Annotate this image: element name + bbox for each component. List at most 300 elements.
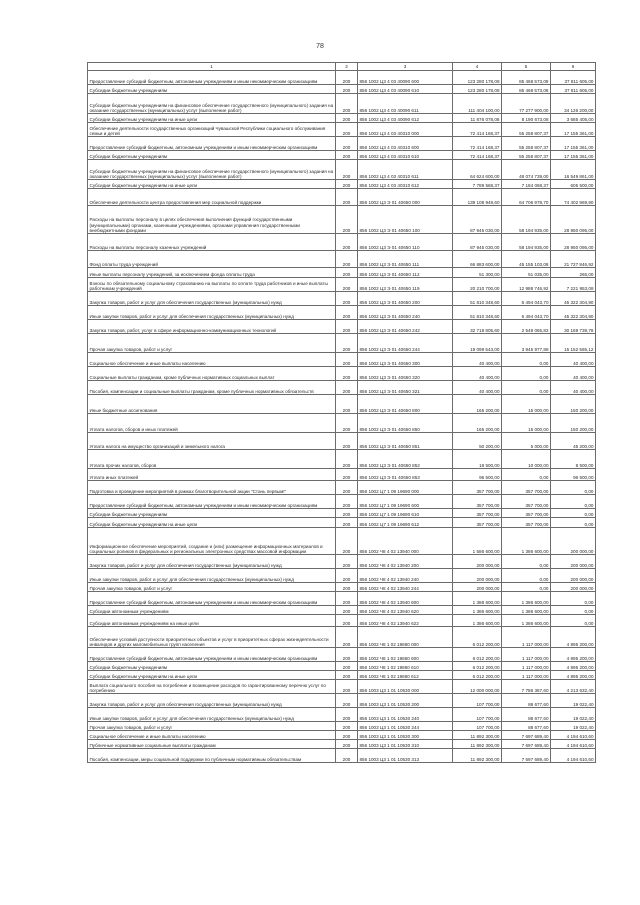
budget-classification-code-cell: 856 1002 Ц3 Э 01 40650 244 [358, 334, 453, 353]
approved-amount-cell: 200 000,00 [453, 583, 502, 592]
expense-name-cell: Субсидии бюджетным учреждениям [88, 662, 336, 671]
budget-classification-code-cell: 856 1002 Ц3 4 03 40090 610 [358, 85, 453, 94]
budget-classification-code-cell: 856 1002 Ц3 Э 01 40650 850 [358, 414, 453, 433]
table-row [88, 160, 596, 180]
executed-amount-cell: 357 700,00 [502, 518, 551, 528]
expense-name-cell: Субсидии автономным учреждениям [88, 606, 336, 615]
line-code-cell: 200 [336, 189, 358, 206]
budget-classification-code-cell: 856 1002 Ч8 1 02 19860 600 [358, 648, 453, 662]
executed-amount-cell: 7 184 068,37 [502, 180, 551, 189]
line-code-cell: 200 [336, 509, 358, 518]
unexecuted-amount-cell: 40 400,00 [551, 353, 596, 367]
expense-name-cell: Предоставление субсидий бюджетным, автономным учреждениям и иным некоммерческим организациям [88, 495, 336, 509]
table-row [88, 367, 596, 381]
unexecuted-amount-cell: 45 322 304,90 [551, 306, 596, 320]
executed-amount-cell: 64 706 978,70 [502, 189, 551, 206]
table-row [88, 509, 596, 518]
unexecuted-amount-cell: 19 022,40 [551, 708, 596, 722]
table-row [88, 569, 596, 583]
executed-amount-cell: 1 117 000,00 [502, 627, 551, 648]
budget-classification-code-cell: 856 1002 Ц7 1 09 19690 612 [358, 518, 453, 528]
executed-amount-cell: 7 697 689,40 [502, 731, 551, 740]
unexecuted-amount-cell: 45 200,00 [551, 433, 596, 450]
unexecuted-amount-cell: 265,00 [551, 268, 596, 278]
unexecuted-amount-cell: 40 400,00 [551, 367, 596, 381]
table-row [88, 71, 596, 85]
approved-amount-cell: 7 789 568,37 [453, 180, 502, 189]
budget-classification-code-cell: 856 1002 Ч8 4 02 13940 240 [358, 569, 453, 583]
line-code-cell: 200 [336, 114, 358, 123]
table-row [88, 381, 596, 395]
line-code-cell: 200 [336, 292, 358, 306]
executed-amount-cell: 0,00 [502, 353, 551, 367]
approved-amount-cell: 107 700,00 [453, 708, 502, 722]
line-code-cell: 200 [336, 334, 358, 353]
budget-classification-code-cell: 856 1003 Ц3 1 01 10530 313 [358, 749, 453, 763]
budget-classification-code-cell: 856 1002 Ч8 4 02 13940 200 [358, 555, 453, 569]
expense-name-cell: Уплата налога на имущество организаций и земельного налога [88, 433, 336, 450]
approved-amount-cell: 6 012 200,00 [453, 648, 502, 662]
executed-amount-cell: 1 117 000,00 [502, 648, 551, 662]
budget-classification-code-cell: 856 1002 Ц3 4 03 40310 612 [358, 180, 453, 189]
expense-name-cell: Прочая закупка товаров, работ и услуг [88, 334, 336, 353]
executed-amount-cell: 88 677,60 [502, 722, 551, 731]
table-row [88, 555, 596, 569]
unexecuted-amount-cell: 45 322 304,90 [551, 292, 596, 306]
expense-name-cell: Закупка товаров, работ и услуг для обеспечения государственных (муниципальных) нужд [88, 292, 336, 306]
executed-amount-cell: 55 258 807,37 [502, 123, 551, 137]
expense-name-cell: Предоставление субсидий бюджетным, автономным учреждениям и иным некоммерческим организациям [88, 137, 336, 151]
approved-amount-cell: 357 700,00 [453, 481, 502, 495]
unexecuted-amount-cell: 0,00 [551, 592, 596, 606]
approved-amount-cell: 200 000,00 [453, 555, 502, 569]
line-code-cell: 200 [336, 694, 358, 708]
unexecuted-amount-cell: 0,00 [551, 615, 596, 627]
budget-classification-code-cell: 856 1003 Ц3 1 01 10530 310 [358, 740, 453, 749]
unexecuted-amount-cell: 4 194 610,60 [551, 731, 596, 740]
unexecuted-amount-cell: 4 895 200,00 [551, 627, 596, 648]
line-code-cell: 200 [336, 180, 358, 189]
expense-name-cell: Субсидии бюджетным учреждениям на иные цели [88, 518, 336, 528]
table-body [88, 71, 596, 763]
budget-classification-code-cell: 856 1002 Ц3 Э 01 40650 100 [358, 206, 453, 234]
unexecuted-amount-cell: 17 155 361,00 [551, 151, 596, 160]
unexecuted-amount-cell: 200 000,00 [551, 555, 596, 569]
line-code-cell: 200 [336, 85, 358, 94]
unexecuted-amount-cell: 4 895 200,00 [551, 671, 596, 680]
budget-classification-code-cell: 856 1002 Ц3 4 03 40310 610 [358, 151, 453, 160]
expense-name-cell: Субсидии бюджетным учреждениям [88, 509, 336, 518]
table-row [88, 450, 596, 469]
table-row [88, 206, 596, 234]
line-code-cell: 200 [336, 367, 358, 381]
unexecuted-amount-cell: 3 685 405,00 [551, 114, 596, 123]
line-code-cell: 200 [336, 234, 358, 251]
unexecuted-amount-cell: 28 950 095,00 [551, 206, 596, 234]
line-code-cell: 200 [336, 268, 358, 278]
table-row [88, 85, 596, 94]
expense-name-cell: Прочая закупка товаров, работ и услуг [88, 583, 336, 592]
table-row [88, 353, 596, 367]
budget-classification-code-cell: 856 1002 Ц3 Э 01 40650 321 [358, 381, 453, 395]
approved-amount-cell: 51 810 348,60 [453, 292, 502, 306]
budget-classification-code-cell: 856 1002 Ч8 4 02 13940 622 [358, 615, 453, 627]
column-header: 4 [453, 63, 502, 71]
line-code-cell: 200 [336, 251, 358, 268]
budget-classification-code-cell: 856 1002 Ч8 4 02 13940 000 [358, 528, 453, 555]
line-code-cell: 200 [336, 731, 358, 740]
expense-name-cell: Предоставление субсидий бюджетным, автономным учреждениям и иным некоммерческим организациям [88, 648, 336, 662]
approved-amount-cell: 1 386 600,00 [453, 615, 502, 627]
approved-amount-cell: 11 892 300,00 [453, 749, 502, 763]
approved-amount-cell: 6 012 200,00 [453, 662, 502, 671]
approved-amount-cell: 64 624 600,00 [453, 160, 502, 180]
expense-name-cell: Уплата иных платежей [88, 469, 336, 481]
unexecuted-amount-cell: 0,00 [551, 495, 596, 509]
expense-name-cell: Обеспечение деятельности центра предоставления мер социальной поддержки [88, 189, 336, 206]
line-code-cell: 200 [336, 151, 358, 160]
expense-name-cell: Иные выплаты персоналу учреждений, за исключением фонда оплаты труда [88, 268, 336, 278]
unexecuted-amount-cell: 37 811 605,00 [551, 71, 596, 85]
expense-name-cell: Обеспечение деятельности государственных организаций Чувашской Республики социального обслуживания семьи и детей [88, 123, 336, 137]
column-header: 5 [502, 63, 551, 71]
table-row [88, 234, 596, 251]
unexecuted-amount-cell: 34 126 200,00 [551, 94, 596, 114]
table-row [88, 320, 596, 334]
budget-classification-code-cell: 856 1002 Ц3 Э 01 40650 800 [358, 395, 453, 414]
page-number: 78 [316, 43, 324, 50]
line-code-cell: 200 [336, 749, 358, 763]
expense-name-cell: Иные закупки товаров, работ и услуг для обеспечения государственных (муниципальных) нужд [88, 306, 336, 320]
executed-amount-cell: 45 155 103,08 [502, 251, 551, 268]
expense-name-cell: Закупка товаров, работ и услуг для обеспечения государственных (муниципальных) нужд [88, 555, 336, 569]
table-row [88, 694, 596, 708]
table-row [88, 414, 596, 433]
approved-amount-cell: 72 414 168,37 [453, 151, 502, 160]
executed-amount-cell: 5 000,00 [502, 433, 551, 450]
line-code-cell: 200 [336, 606, 358, 615]
executed-amount-cell: 55 258 807,37 [502, 151, 551, 160]
executed-amount-cell: 58 194 935,00 [502, 234, 551, 251]
expense-name-cell: Субсидии бюджетным учреждениям на иные цели [88, 114, 336, 123]
executed-amount-cell: 7 697 689,40 [502, 740, 551, 749]
budget-classification-code-cell: 856 1003 Ц3 1 01 10530 244 [358, 722, 453, 731]
table-row [88, 615, 596, 627]
approved-amount-cell: 139 108 948,60 [453, 189, 502, 206]
line-code-cell: 200 [336, 160, 358, 180]
approved-amount-cell: 40 400,00 [453, 353, 502, 367]
unexecuted-amount-cell: 200 000,00 [551, 583, 596, 592]
table-row [88, 583, 596, 592]
approved-amount-cell: 72 414 168,37 [453, 137, 502, 151]
table-row [88, 749, 596, 763]
line-code-cell: 200 [336, 469, 358, 481]
line-code-cell: 200 [336, 648, 358, 662]
executed-amount-cell: 1 386 600,00 [502, 592, 551, 606]
expense-name-cell: Социальное обеспечение и иные выплаты населению [88, 731, 336, 740]
line-code-cell: 200 [336, 481, 358, 495]
expense-name-cell: Расходы на выплаты персоналу казенных учреждений [88, 234, 336, 251]
table-row [88, 648, 596, 662]
table-row [88, 268, 596, 278]
expense-name-cell: Фонд оплаты труда учреждений [88, 251, 336, 268]
executed-amount-cell: 6 494 043,70 [502, 306, 551, 320]
executed-amount-cell: 88 677,60 [502, 708, 551, 722]
expense-name-cell: Субсидии бюджетным учреждениям на иные цели [88, 180, 336, 189]
budget-classification-code-cell: 856 1002 Ц7 1 09 19690 000 [358, 481, 453, 495]
unexecuted-amount-cell: 200 000,00 [551, 528, 596, 555]
line-code-cell: 200 [336, 592, 358, 606]
column-header: 2 [336, 63, 358, 71]
executed-amount-cell: 0,00 [502, 381, 551, 395]
line-code-cell: 200 [336, 555, 358, 569]
approved-amount-cell: 87 945 030,00 [453, 206, 502, 234]
approved-amount-cell: 123 280 178,08 [453, 85, 502, 94]
unexecuted-amount-cell: 17 155 361,00 [551, 123, 596, 137]
line-code-cell: 200 [336, 495, 358, 509]
approved-amount-cell: 87 945 030,00 [453, 234, 502, 251]
unexecuted-amount-cell: 21 727 846,92 [551, 251, 596, 268]
approved-amount-cell: 200 000,00 [453, 569, 502, 583]
unexecuted-amount-cell: 150 200,00 [551, 395, 596, 414]
table-row [88, 334, 596, 353]
table-row [88, 306, 596, 320]
executed-amount-cell: 55 258 807,37 [502, 137, 551, 151]
table-row [88, 137, 596, 151]
column-header: 3 [358, 63, 453, 71]
approved-amount-cell: 51 810 348,60 [453, 306, 502, 320]
unexecuted-amount-cell: 0,00 [551, 481, 596, 495]
budget-classification-code-cell: 856 1003 Ц3 1 01 10530 200 [358, 694, 453, 708]
unexecuted-amount-cell: 96 500,00 [551, 469, 596, 481]
budget-classification-code-cell: 856 1002 Ц3 4 03 40090 612 [358, 114, 453, 123]
executed-amount-cell: 7 697 689,40 [502, 749, 551, 763]
executed-amount-cell: 10 000,00 [502, 450, 551, 469]
expense-name-cell: Социальные выплаты гражданам, кроме публичных нормативных социальных выплат [88, 367, 336, 381]
executed-amount-cell: 77 277 900,00 [502, 94, 551, 114]
table-row [88, 518, 596, 528]
budget-classification-code-cell: 856 1002 Ч8 4 02 13940 600 [358, 592, 453, 606]
executed-amount-cell: 357 700,00 [502, 481, 551, 495]
executed-amount-cell: 51 035,00 [502, 268, 551, 278]
unexecuted-amount-cell: 0,00 [551, 518, 596, 528]
budget-classification-code-cell: 856 1002 Ц3 Э 01 40650 851 [358, 433, 453, 450]
approved-amount-cell: 1 386 600,00 [453, 592, 502, 606]
budget-classification-code-cell: 856 1002 Ц3 Э 01 40650 110 [358, 234, 453, 251]
table-row [88, 722, 596, 731]
executed-amount-cell: 0,00 [502, 555, 551, 569]
budget-classification-code-cell: 856 1002 Ц3 Э 01 40650 320 [358, 367, 453, 381]
unexecuted-amount-cell: 37 811 605,00 [551, 85, 596, 94]
expense-name-cell: Подготовка и проведение мероприятий в рамках благотворительной акции "Стань первым!" [88, 481, 336, 495]
budget-classification-code-cell: 856 1002 Ц3 Э 01 40650 111 [358, 251, 453, 268]
approved-amount-cell: 6 012 200,00 [453, 671, 502, 680]
expense-name-cell: Субсидии бюджетным учреждениям на иные цели [88, 671, 336, 680]
budget-classification-code-cell: 856 1002 Ч8 4 02 13940 620 [358, 606, 453, 615]
executed-amount-cell: 58 194 935,00 [502, 206, 551, 234]
expense-name-cell: Прочая закупка товаров, работ и услуг [88, 722, 336, 731]
executed-amount-cell: 357 700,00 [502, 495, 551, 509]
line-code-cell: 200 [336, 615, 358, 627]
table-row [88, 731, 596, 740]
expense-name-cell: Закупка товаров, работ, услуг в сфере информационно-коммуникационных технологий [88, 320, 336, 334]
expense-name-cell: Социальное обеспечение и иные выплаты населению [88, 353, 336, 367]
unexecuted-amount-cell: 0,00 [551, 606, 596, 615]
line-code-cell: 200 [336, 569, 358, 583]
expense-name-cell: Субсидии бюджетным учреждениям на финансовое обеспечение государственного (муниципального) задания на оказание государственных (муниципальных) услуг (выполнение работ) [88, 94, 336, 114]
budget-classification-code-cell: 856 1002 Ц3 4 03 40310 000 [358, 123, 453, 137]
approved-amount-cell: 11 876 078,08 [453, 114, 502, 123]
line-code-cell: 200 [336, 450, 358, 469]
expense-name-cell: Субсидии автономным учреждениям на иные цели [88, 615, 336, 627]
table-row [88, 662, 596, 671]
budget-classification-code-cell: 856 1002 Ц3 Э 01 40650 852 [358, 450, 453, 469]
executed-amount-cell: 12 988 746,92 [502, 278, 551, 292]
table-row [88, 627, 596, 648]
executed-amount-cell: 0,00 [502, 569, 551, 583]
line-code-cell: 200 [336, 123, 358, 137]
approved-amount-cell: 107 700,00 [453, 722, 502, 731]
expense-name-cell: Закупка товаров, работ и услуг для обеспечения государственных (муниципальных) нужд [88, 694, 336, 708]
unexecuted-amount-cell: 28 950 095,00 [551, 234, 596, 251]
line-code-cell: 200 [336, 433, 358, 450]
table-header-row [88, 63, 596, 71]
executed-amount-cell: 15 000,00 [502, 414, 551, 433]
unexecuted-amount-cell: 200 000,00 [551, 569, 596, 583]
line-code-cell: 200 [336, 94, 358, 114]
executed-amount-cell: 357 700,00 [502, 509, 551, 518]
unexecuted-amount-cell: 4 895 200,00 [551, 648, 596, 662]
line-code-cell: 200 [336, 320, 358, 334]
budget-classification-code-cell: 856 1002 Ц3 4 03 40090 600 [358, 71, 453, 85]
approved-amount-cell: 107 700,00 [453, 694, 502, 708]
expense-name-cell: Иные бюджетные ассигнования [88, 395, 336, 414]
budget-classification-code-cell: 856 1002 Ц7 1 09 19690 600 [358, 495, 453, 509]
approved-amount-cell: 357 700,00 [453, 509, 502, 518]
approved-amount-cell: 111 404 100,00 [453, 94, 502, 114]
budget-table-container [87, 62, 595, 763]
expense-name-cell: Выплата социального пособия на погребение и возмещение расходов по гарантированному перечню услуг по погребению [88, 680, 336, 694]
table-row [88, 433, 596, 450]
unexecuted-amount-cell: 74 402 969,90 [551, 189, 596, 206]
approved-amount-cell: 357 700,00 [453, 518, 502, 528]
table-row [88, 740, 596, 749]
line-code-cell: 200 [336, 278, 358, 292]
budget-classification-code-cell: 856 1002 Ц3 Э 01 40650 112 [358, 268, 453, 278]
table-row [88, 189, 596, 206]
table-row [88, 481, 596, 495]
unexecuted-amount-cell: 7 221 953,08 [551, 278, 596, 292]
unexecuted-amount-cell: 4 194 610,60 [551, 749, 596, 763]
budget-classification-code-cell: 856 1002 Ч8 1 02 19860 610 [358, 662, 453, 671]
expense-name-cell: Предоставление субсидий бюджетным, автономным учреждениям и иным некоммерческим организациям [88, 71, 336, 85]
line-code-cell: 200 [336, 206, 358, 234]
budget-classification-code-cell: 856 1003 Ц3 1 01 10530 000 [358, 680, 453, 694]
table-row [88, 114, 596, 123]
budget-classification-code-cell: 856 1002 Ц3 Э 01 40650 000 [358, 189, 453, 206]
expense-name-cell: Публичные нормативные социальные выплаты гражданам [88, 740, 336, 749]
executed-amount-cell: 1 117 000,00 [502, 662, 551, 671]
line-code-cell: 200 [336, 671, 358, 680]
approved-amount-cell: 165 200,00 [453, 414, 502, 433]
expense-name-cell: Пособия, компенсации, меры социальной поддержки по публичным нормативным обязательствам [88, 749, 336, 763]
approved-amount-cell: 51 300,00 [453, 268, 502, 278]
line-code-cell: 200 [336, 740, 358, 749]
table-row [88, 606, 596, 615]
expense-name-cell: Субсидии бюджетным учреждениям [88, 85, 336, 94]
unexecuted-amount-cell: 16 549 861,00 [551, 160, 596, 180]
table-row [88, 395, 596, 414]
executed-amount-cell: 85 468 573,08 [502, 71, 551, 85]
unexecuted-amount-cell: 4 895 200,00 [551, 662, 596, 671]
approved-amount-cell: 123 280 178,08 [453, 71, 502, 85]
budget-classification-code-cell: 856 1002 Ч8 1 02 19860 612 [358, 671, 453, 680]
table-row [88, 180, 596, 189]
line-code-cell: 200 [336, 627, 358, 648]
executed-amount-cell: 1 386 600,00 [502, 528, 551, 555]
unexecuted-amount-cell: 30 169 739,78 [551, 320, 596, 334]
line-code-cell: 200 [336, 353, 358, 367]
table-row [88, 151, 596, 160]
column-header: 1 [88, 63, 336, 71]
expense-name-cell: Иные закупки товаров, работ и услуг для обеспечения государственных (муниципальных) нужд [88, 569, 336, 583]
executed-amount-cell: 0,00 [502, 469, 551, 481]
budget-classification-code-cell: 856 1002 Ц3 Э 01 40650 300 [358, 353, 453, 367]
executed-amount-cell: 88 677,60 [502, 694, 551, 708]
budget-classification-code-cell: 856 1002 Ц3 Э 01 40650 200 [358, 292, 453, 306]
executed-amount-cell: 2 548 065,82 [502, 320, 551, 334]
approved-amount-cell: 66 883 600,00 [453, 251, 502, 268]
expense-name-cell: Взносы по обязательному социальному страхованию на выплаты по оплате труда работников и иные выплаты работникам учреждений [88, 278, 336, 292]
line-code-cell: 200 [336, 662, 358, 671]
budget-classification-code-cell: 856 1002 Ц3 4 03 40310 611 [358, 160, 453, 180]
executed-amount-cell: 0,00 [502, 583, 551, 592]
line-code-cell: 200 [336, 518, 358, 528]
budget-table [87, 62, 596, 763]
approved-amount-cell: 18 500,00 [453, 450, 502, 469]
column-header: 6 [551, 63, 596, 71]
unexecuted-amount-cell: 19 022,40 [551, 694, 596, 708]
expense-name-cell: Уплата налогов, сборов и иных платежей [88, 414, 336, 433]
budget-classification-code-cell: 856 1002 Ц3 Э 01 40650 242 [358, 320, 453, 334]
approved-amount-cell: 20 210 700,00 [453, 278, 502, 292]
table-row [88, 495, 596, 509]
approved-amount-cell: 11 892 300,00 [453, 731, 502, 740]
budget-classification-code-cell: 856 1002 Ц3 Э 01 40650 240 [358, 306, 453, 320]
executed-amount-cell: 1 386 600,00 [502, 615, 551, 627]
table-row [88, 251, 596, 268]
line-code-cell: 200 [336, 528, 358, 555]
approved-amount-cell: 1 386 600,00 [453, 606, 502, 615]
budget-classification-code-cell: 856 1003 Ц3 1 01 10530 300 [358, 731, 453, 740]
approved-amount-cell: 1 586 600,00 [453, 528, 502, 555]
expense-name-cell: Расходы на выплаты персоналу в целях обеспечения выполнения функций государственными (муниципальными) органами, казенными учреждениями, органами управления государственными внебюджетными фондами [88, 206, 336, 234]
line-code-cell: 200 [336, 414, 358, 433]
approved-amount-cell: 32 718 805,60 [453, 320, 502, 334]
unexecuted-amount-cell: 15 152 565,12 [551, 334, 596, 353]
approved-amount-cell: 40 400,00 [453, 381, 502, 395]
table-row [88, 680, 596, 694]
unexecuted-amount-cell: 17 155 361,00 [551, 137, 596, 151]
expense-name-cell: Пособия, компенсации и социальные выплаты гражданам, кроме публичных нормативных обязательств [88, 381, 336, 395]
budget-classification-code-cell: 856 1002 Ч8 4 02 13940 244 [358, 583, 453, 592]
executed-amount-cell: 7 786 367,60 [502, 680, 551, 694]
line-code-cell: 200 [336, 708, 358, 722]
unexecuted-amount-cell: 19 022,40 [551, 722, 596, 731]
line-code-cell: 200 [336, 583, 358, 592]
approved-amount-cell: 6 012 200,00 [453, 627, 502, 648]
approved-amount-cell: 165 200,00 [453, 395, 502, 414]
